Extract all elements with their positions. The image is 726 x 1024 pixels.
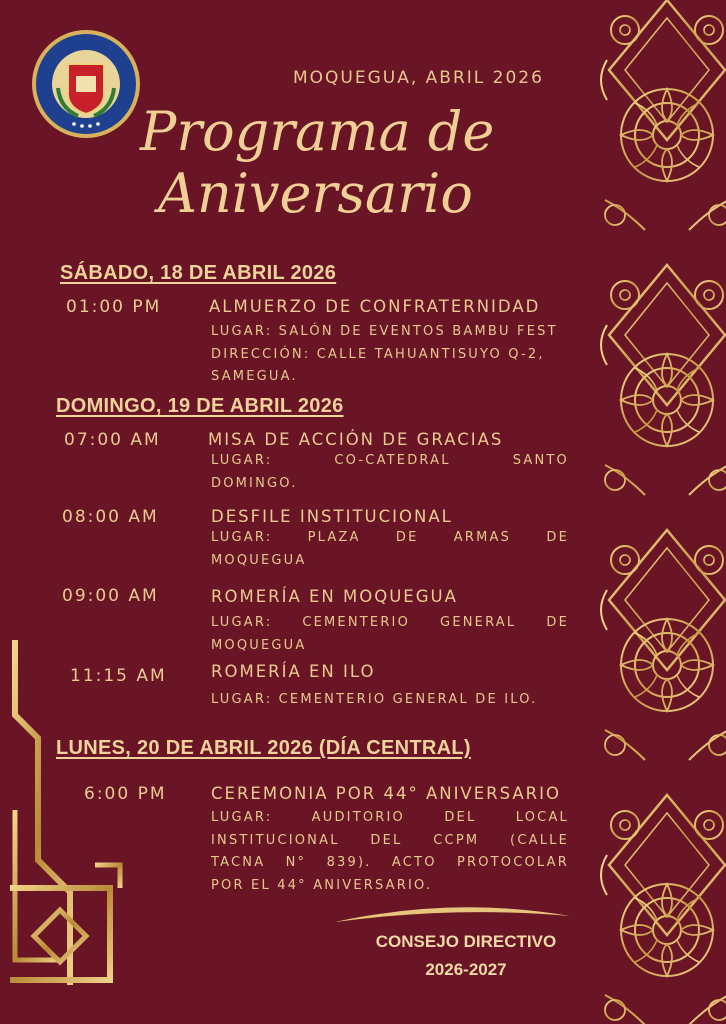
event-detail-line: LUGAR: AUDITORIO DEL LOCAL (211, 810, 569, 825)
event-time: 08:00 AM (62, 507, 159, 527)
event-detail-line: LUGAR: CEMENTERIO GENERAL DE ILO. (211, 692, 538, 707)
event-title: ALMUERZO DE CONFRATERNIDAD (209, 297, 541, 316)
event-detail-line: DIRECCIÓN: CALLE TAHUANTISUYO Q-2, (211, 346, 545, 362)
event-detail-line: TACNA N° 839). ACTO PROTOCOLAR (211, 855, 569, 870)
event-time: 09:00 AM (62, 586, 159, 606)
event-details (211, 689, 581, 712)
event-detail-line: LUGAR: CEMENTERIO GENERAL DE (211, 615, 569, 630)
event-detail-line: DOMINGO. (211, 475, 298, 491)
day-heading: DOMINGO, 19 DE ABRIL 2026 (56, 395, 344, 417)
event-title: ROMERÍA EN ILO (211, 662, 376, 681)
institution-logo (30, 28, 142, 140)
council-block (350, 928, 582, 984)
event-title: ROMERÍA EN MOQUEGUA (211, 587, 458, 606)
event-time: 01:00 PM (66, 297, 162, 317)
event-time: 11:15 AM (70, 666, 167, 686)
location-date: MOQUEGUA, ABRIL 2026 (293, 68, 544, 88)
event-time: 6:00 PM (84, 784, 167, 804)
footer-swoosh (335, 902, 575, 926)
event-title: DESFILE INSTITUCIONAL (211, 507, 453, 526)
event-time: 07:00 AM (64, 430, 161, 450)
event-details (211, 612, 569, 657)
event-detail-line: SAMEGUA. (211, 369, 298, 384)
event-detail-line: INSTITUCIONAL DEL CCPM (CALLE (211, 832, 569, 848)
ornamental-border (585, 0, 726, 1024)
event-detail-line: POR EL 44° ANIVERSARIO. (211, 877, 433, 893)
event-detail-line: MOQUEGUA (211, 552, 307, 568)
event-details (211, 450, 569, 495)
event-details (211, 527, 569, 572)
event-title: CEREMONIA POR 44° ANIVERSARIO (211, 784, 561, 803)
day-heading: SÁBADO, 18 DE ABRIL 2026 (60, 262, 337, 284)
title-line-1: Programa de (140, 100, 495, 163)
event-details (211, 321, 581, 389)
council-title: CONSEJO DIRECTIVO (375, 932, 557, 951)
day-heading: LUNES, 20 DE ABRIL 2026 (DÍA CENTRAL) (56, 737, 471, 759)
title-line-2: Aniversario (158, 162, 473, 225)
event-detail-line: LUGAR: CO-CATEDRAL SANTO (211, 453, 569, 468)
event-detail-line: LUGAR: PLAZA DE ARMAS DE (211, 530, 569, 545)
event-detail-line: MOQUEGUA (211, 637, 307, 653)
event-detail-line: LUGAR: SALÓN DE EVENTOS BAMBU FEST (211, 324, 558, 339)
council-years: 2026-2027 (425, 960, 507, 979)
event-title: MISA DE ACCIÓN DE GRACIAS (208, 430, 504, 449)
event-details (211, 807, 569, 897)
